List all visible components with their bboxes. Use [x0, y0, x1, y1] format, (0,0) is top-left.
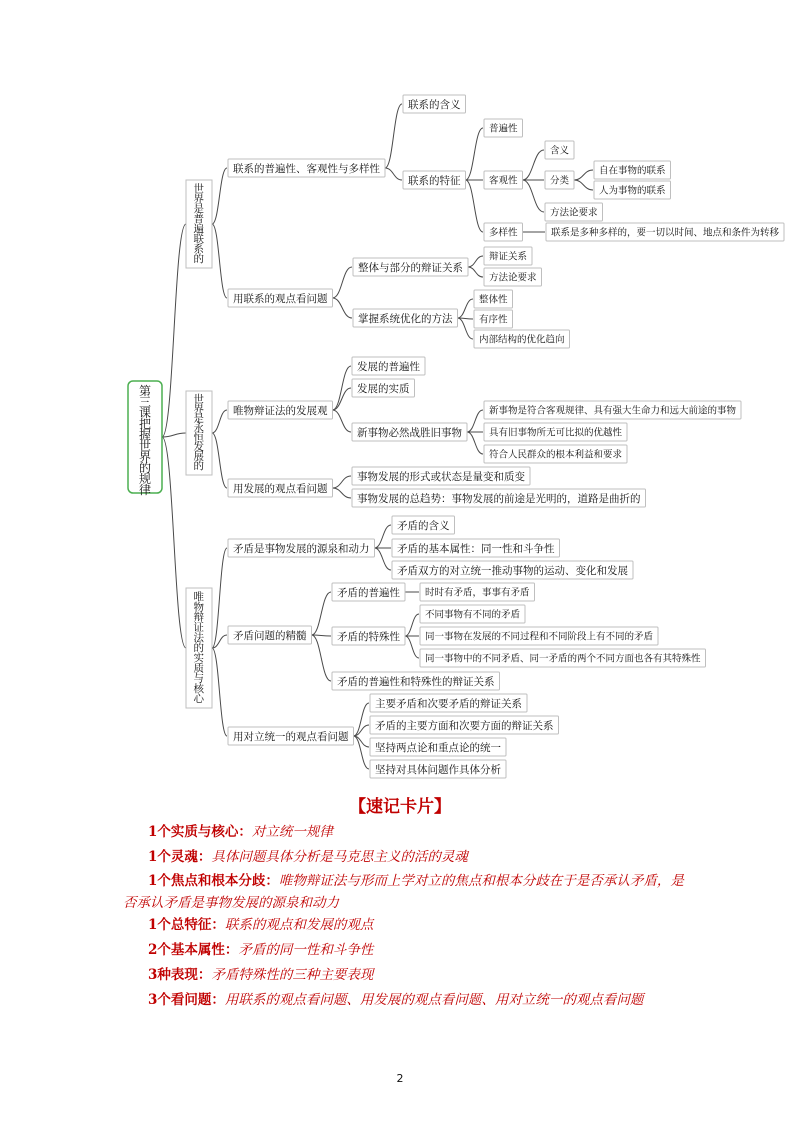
node-label: 矛盾的普遍性 — [337, 586, 400, 599]
card-title: 【速记卡片】 — [349, 797, 451, 817]
node-label: 联系的普遍性、客观性与多样性 — [233, 162, 380, 175]
branch-label: 唯物辩证法的实质与核心 — [193, 591, 204, 705]
mindmap-node — [353, 258, 468, 276]
node-label: 用对立统一的观点看问题 — [233, 730, 349, 743]
node-label: 联系的含义 — [408, 98, 461, 111]
mindmap-node — [370, 716, 559, 734]
node-label: 多样性 — [489, 227, 518, 239]
connector-line — [466, 180, 484, 232]
connector-line — [333, 410, 352, 432]
mindmap-node — [420, 605, 525, 623]
node-label: 分类 — [550, 175, 570, 187]
mindmap-node — [370, 738, 506, 756]
node-label: 方法论要求 — [550, 207, 598, 219]
node-label: 发展的实质 — [357, 382, 410, 395]
node-label: 掌握系统优化的方法 — [358, 312, 453, 325]
node-label: 矛盾的基本属性：同一性和斗争性 — [397, 542, 555, 555]
card-item-value: 联系的观点和发展的观点 — [224, 917, 374, 933]
mindmap-node — [353, 309, 458, 327]
mindmap-node — [332, 672, 500, 690]
mindmap-node — [403, 95, 466, 113]
connector-line — [212, 648, 227, 736]
connector-line — [212, 635, 227, 648]
mindmap-node — [370, 694, 527, 712]
node-layer — [128, 95, 784, 778]
mindmap-node — [545, 203, 603, 221]
card-item — [148, 938, 373, 958]
node-label: 人为事物的联系 — [599, 185, 666, 197]
connector-line — [212, 168, 227, 224]
node-label: 辩证关系 — [489, 251, 528, 263]
mindmap-node — [403, 171, 466, 189]
mindmap-node — [484, 171, 523, 189]
mindmap-node — [352, 357, 425, 375]
node-label: 矛盾双方的对立统一推动事物的运动、变化和发展 — [397, 564, 628, 577]
mindmap-node — [594, 181, 671, 199]
mindmap-node — [484, 247, 532, 265]
mindmap-node — [228, 479, 333, 497]
card-item-label: 3种表现： — [148, 967, 212, 983]
connector-line — [312, 635, 332, 681]
connector-line — [375, 525, 392, 548]
connector-line — [212, 410, 227, 433]
page-number: 2 — [396, 1072, 404, 1085]
card-item-value: 矛盾的同一性和斗争性 — [238, 942, 374, 958]
mindmap-node — [228, 159, 385, 177]
branch-label: 世界是普遍联系的 — [193, 183, 204, 265]
mindmap-node — [484, 423, 627, 441]
connector-line — [468, 256, 483, 267]
mindmap-node — [420, 583, 535, 601]
connector-line — [333, 366, 352, 410]
branch-node — [186, 391, 212, 475]
mindmap-node — [484, 445, 627, 463]
node-label: 新事物必然战胜旧事物 — [357, 426, 462, 439]
connector-line — [385, 104, 402, 168]
card-item-label: 1个实质与核心： — [148, 824, 252, 840]
mindmap-node — [420, 649, 706, 667]
connector-line — [523, 180, 545, 212]
connector-line — [212, 224, 227, 298]
connector-line — [212, 433, 227, 488]
connector-line — [312, 592, 332, 635]
mindmap-node — [228, 539, 375, 557]
node-label: 矛盾的特殊性 — [337, 630, 400, 643]
card-item-value: 具体问题具体分析是马克思主义的活的灵魂 — [211, 849, 468, 865]
node-label: 时时有矛盾，事事有矛盾 — [425, 587, 530, 599]
connector-line — [162, 433, 186, 437]
node-label: 方法论要求 — [489, 272, 537, 284]
card-item-label: 3个看问题： — [148, 992, 225, 1008]
node-label: 矛盾的普遍性和特殊性的辩证关系 — [337, 675, 495, 688]
mindmap-node — [420, 627, 658, 645]
mindmap-node — [484, 119, 523, 137]
connector-line — [458, 299, 474, 318]
mindmap-node — [546, 223, 784, 241]
node-label: 唯物辩证法的发展观 — [233, 404, 328, 417]
mindmap-node — [474, 310, 513, 328]
connector-line — [468, 267, 483, 277]
card-item — [148, 963, 373, 983]
node-label: 普遍性 — [489, 123, 518, 135]
node-label: 矛盾的主要方面和次要方面的辩证关系 — [375, 719, 554, 732]
node-label: 用联系的观点看问题 — [233, 292, 328, 305]
branch-label: 世界是永恒发展的 — [193, 393, 204, 473]
node-label: 坚持两点论和重点论的统一 — [375, 741, 501, 754]
node-label: 坚持对具体问题作具体分析 — [375, 763, 501, 776]
node-label: 用发展的观点看问题 — [233, 482, 328, 495]
mindmap-node — [228, 289, 333, 307]
root-label: 第三课把握世界的规律 — [139, 384, 152, 497]
connector-line — [312, 635, 332, 636]
mindmap-node — [352, 423, 467, 441]
mindmap-node — [484, 223, 523, 241]
connector-line — [375, 548, 392, 570]
card-item-value: 唯物辩证法与形而上学对立的焦点和根本分歧在于是否承认矛盾，是否承认矛盾是事物发展的源泉和动力 — [123, 873, 684, 911]
node-label: 事物发展的总趋势：事物发展的前途是光明的，道路是曲折的 — [357, 492, 641, 505]
node-label: 联系的特征 — [408, 174, 461, 187]
connector-line — [466, 128, 484, 180]
node-label: 有序性 — [479, 314, 508, 326]
mindmap-node — [392, 561, 633, 579]
mindmap-node — [474, 290, 513, 308]
node-label: 新事物是符合客观规律、具有强大生命力和远大前途的事物 — [489, 405, 737, 417]
card-item-label: 1个灵魂： — [148, 849, 212, 865]
node-label: 矛盾的含义 — [397, 519, 450, 532]
mindmap-node — [370, 760, 506, 778]
branch-node — [186, 180, 212, 268]
mindmap-node — [484, 401, 741, 419]
mindmap-node — [228, 626, 312, 644]
card-item-value: 对立统一规律 — [251, 824, 333, 840]
card-item-value: 矛盾特殊性的三种主要表现 — [211, 967, 374, 983]
card-item-label: 1个焦点和根本分歧： — [148, 873, 279, 889]
node-label: 整体性 — [479, 294, 508, 306]
node-label: 发展的普遍性 — [357, 360, 420, 373]
mindmap-node — [545, 141, 574, 159]
card-item-label: 1个总特征： — [148, 917, 225, 933]
node-label: 客观性 — [489, 175, 518, 187]
mindmap-node — [352, 489, 646, 507]
node-label: 同一事物中的不同矛盾、同一矛盾的两个不同方面也各有其特殊性 — [425, 653, 701, 665]
card-item — [148, 913, 373, 933]
node-label: 矛盾问题的精髓 — [233, 629, 307, 642]
mindmap-node — [228, 727, 354, 745]
node-label: 符合人民群众的根本利益和要求 — [489, 449, 623, 461]
connector-line — [162, 437, 186, 648]
node-label: 联系是多种多样的，要一切以时间、地点和条件为转移 — [551, 227, 780, 239]
mindmap-node — [392, 539, 560, 557]
node-label: 同一事物在发展的不同过程和不同阶段上有不同的矛盾 — [425, 631, 654, 643]
connector-line — [333, 267, 353, 298]
connector-line — [405, 636, 419, 658]
connector-line — [458, 318, 474, 339]
connector-line — [574, 180, 593, 190]
mindmap-node — [228, 401, 333, 419]
connector-line — [162, 224, 186, 437]
connector-line — [333, 298, 353, 318]
card-item-value: 用联系的观点看问题、用发展的观点看问题、用对立统一的观点看问题 — [224, 992, 644, 1008]
connector-line — [405, 614, 419, 636]
node-label: 事物发展的形式或状态是量变和质变 — [357, 470, 525, 483]
connector-line — [385, 168, 402, 180]
root-node — [128, 381, 162, 497]
card-item — [148, 988, 643, 1008]
node-label: 整体与部分的辩证关系 — [358, 261, 463, 274]
node-label: 矛盾是事物发展的源泉和动力 — [233, 542, 370, 555]
connector-line — [212, 548, 227, 648]
connector-line — [333, 388, 352, 410]
connector-line — [333, 488, 352, 498]
mindmap-node — [392, 516, 455, 534]
node-label: 主要矛盾和次要矛盾的辩证关系 — [375, 697, 522, 710]
mindmap-node — [332, 627, 405, 645]
connector-line — [574, 170, 593, 180]
card-item-label: 2个基本属性： — [148, 942, 239, 958]
mindmap-node — [332, 583, 405, 601]
node-label: 内部结构的优化趋向 — [479, 334, 565, 346]
node-label: 具有旧事物所无可比拟的优越性 — [489, 427, 623, 439]
mindmap-node — [594, 161, 671, 179]
connector-line — [523, 150, 545, 180]
node-label: 含义 — [550, 145, 570, 157]
card-item — [148, 820, 333, 840]
connector-line — [333, 476, 352, 488]
mindmap-node — [352, 379, 415, 397]
mindmap-node — [545, 171, 574, 189]
connector-line — [467, 432, 483, 454]
node-label: 不同事物有不同的矛盾 — [425, 609, 521, 621]
node-label: 自在事物的联系 — [599, 165, 666, 177]
connector-line — [467, 410, 483, 432]
branch-node — [186, 588, 212, 708]
mindmap-node — [484, 268, 542, 286]
card-item — [148, 845, 468, 865]
mindmap-node — [474, 330, 570, 348]
card-item — [123, 870, 688, 914]
mindmap-node — [352, 467, 530, 485]
